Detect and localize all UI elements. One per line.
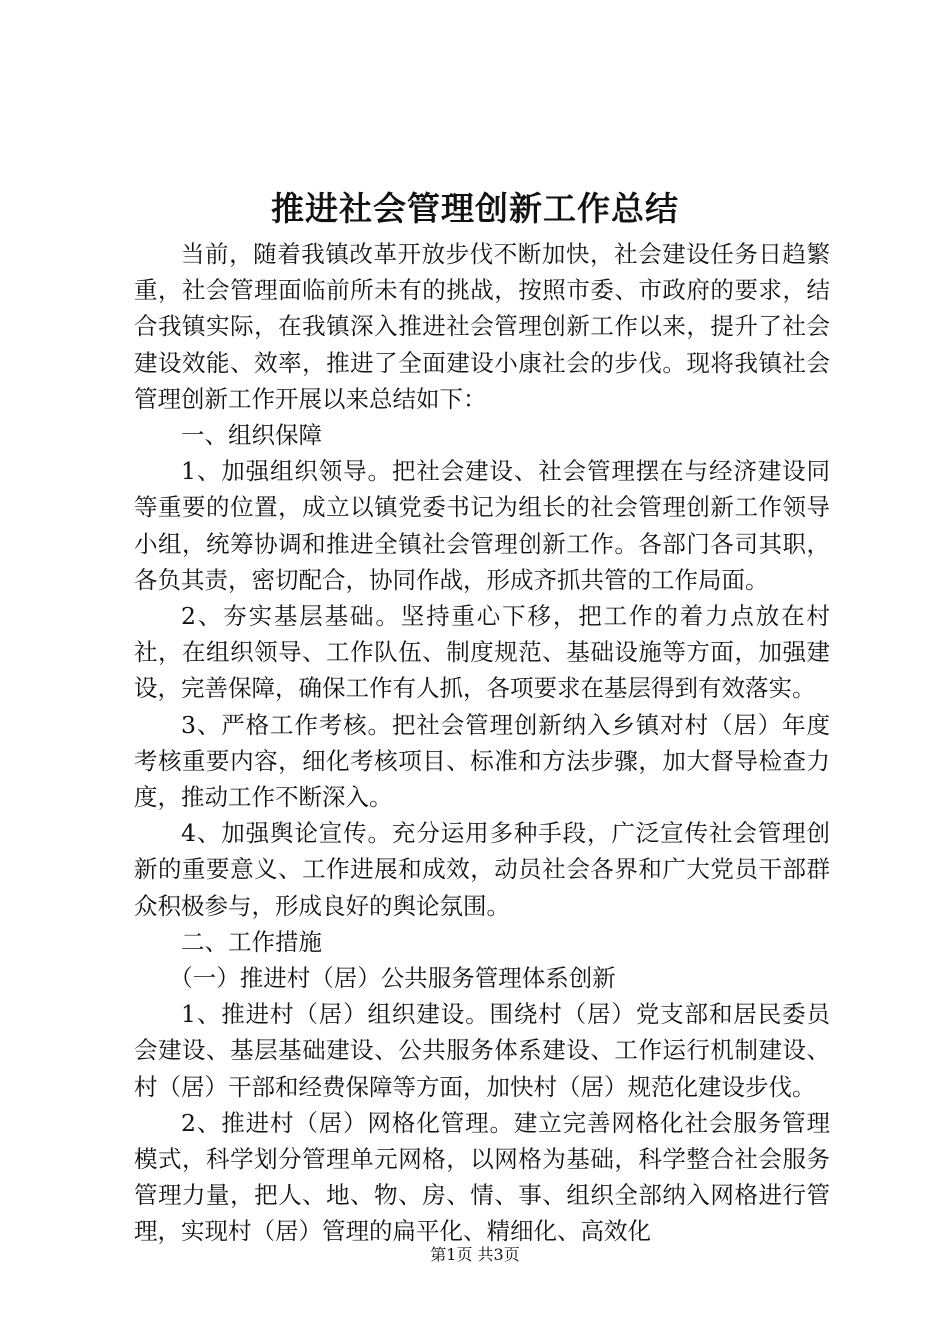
paragraph-organization-leadership: 1、加强组织领导。把社会建设、社会管理摆在与经济建设同等重要的位置，成立以镇党委书记为组长的社会管理创新工作领导小组，统筹协调和推进全镇社会管理创新工作。各部门各司其职，各负其责，密切配合，协同作战，形成齐抓共管的工作局面。 <box>134 457 830 594</box>
subsection-heading-public-service: （一）推进村（居）公共服务管理体系创新 <box>169 964 616 993</box>
paragraph-grid-management: 2、推进村（居）网格化管理。建立完善网格化社会服务管理模式，科学划分管理单元网格，以网格为基础，科学整合社会服务管理力量，把人、地、物、房、情、事、组织全部纳入网格进行管理，实现村（居）管理的扁平化、精细化、高效化 <box>134 1108 830 1246</box>
paragraph-publicity: 4、加强舆论宣传。充分运用多种手段，广泛宣传社会管理创新的重要意义、工作进展和成效，动员社会各界和广大党员干部群众积极参与，形成良好的舆论氛围。 <box>134 819 830 920</box>
paragraph-organization-building: 1、推进村（居）组织建设。围绕村（居）党支部和居民委员会建设、基层基础建设、公共服务体系建设、工作运行机制建设、村（居）干部和经费保障等方面，加快村（居）规范化建设步伐。 <box>134 1000 830 1101</box>
page-footer: 第1页 共3页 <box>430 1245 520 1264</box>
paragraph-work-assessment: 3、严格工作考核。把社会管理创新纳入乡镇对村（居）年度考核重要内容，细化考核项目、标准和方法步骤，加大督导检查力度，推动工作不断深入。 <box>134 710 830 812</box>
section-heading-measures: 二、工作措施 <box>181 927 322 956</box>
document-title: 推进社会管理创新工作总结 <box>271 189 679 228</box>
paragraph-grassroots-foundation: 2、夯实基层基础。坚持重心下移，把工作的着力点放在村社，在组织领导、工作队伍、制度规范、基础设施等方面，加强建设，完善保障，确保工作有人抓，各项要求在基层得到有效落实。 <box>134 602 830 703</box>
section-heading-organization: 一、组织保障 <box>181 421 322 450</box>
document-body <box>134 236 830 1250</box>
intro-paragraph: 当前，随着我镇改革开放步伐不断加快，社会建设任务日趋繁重，社会管理面临前所未有的挑战，按照市委、市政府的要求，结合我镇实际，在我镇深入推进社会管理创新工作以来，提升了社会建设效能、效率，推进了全面建设小康社会的步伐。现将我镇社会管理创新工作开展以来总结如下： <box>134 240 830 413</box>
